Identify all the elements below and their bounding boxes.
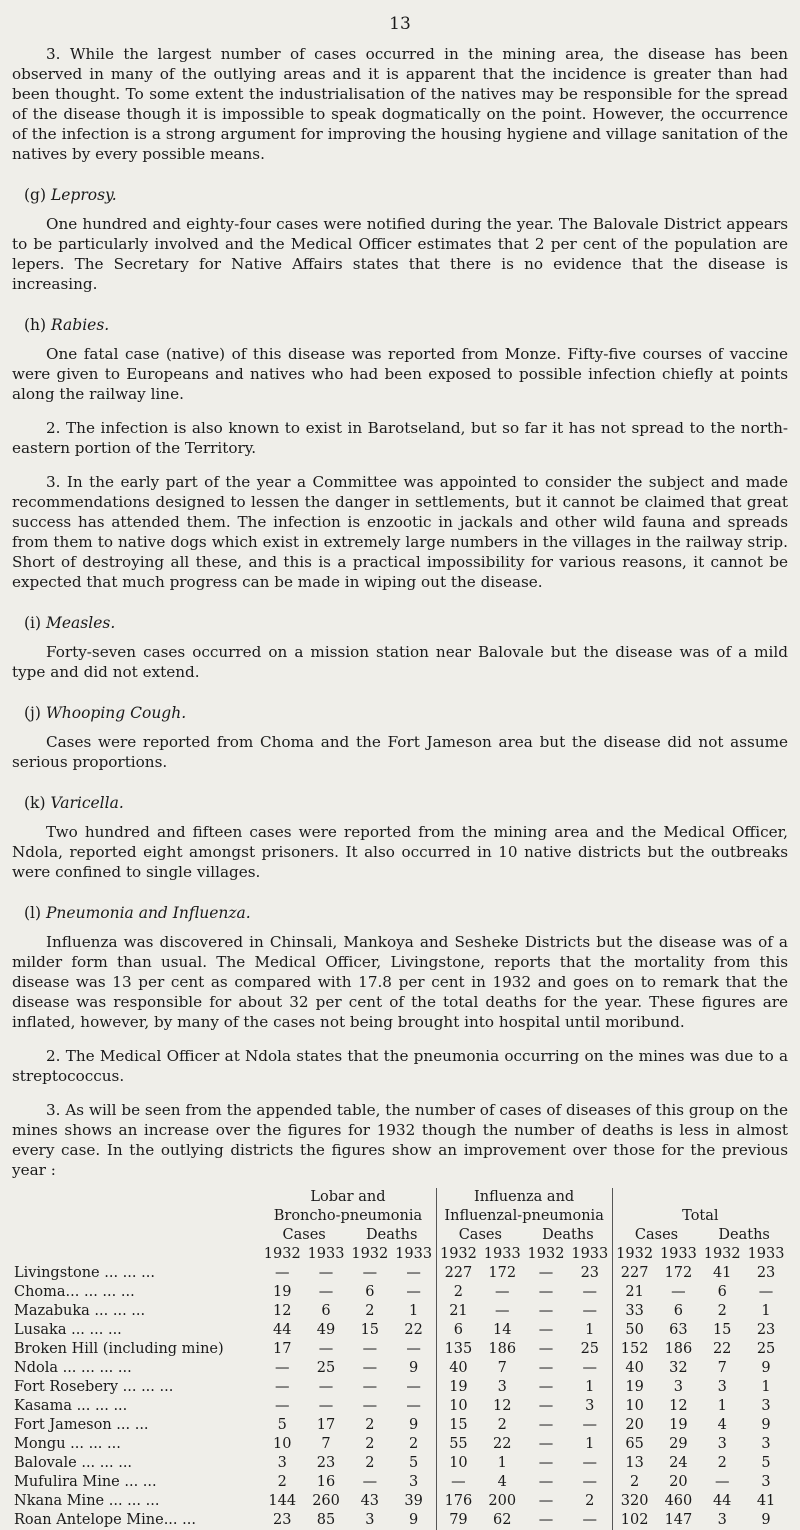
table-cell: — [494,1303,510,1319]
table-row [12,1264,788,1283]
table-cell: 15 [712,1322,732,1338]
table-cell: 2 [497,1417,507,1433]
table-cell: 23 [580,1265,600,1281]
table-cell: 10 [436,1397,480,1416]
table-cell: — [318,1379,334,1395]
heading-title: Rabies. [51,316,110,334]
table-cell: 227 [436,1264,480,1283]
heading-label: (h) [24,316,47,334]
table-cell: 15 [360,1322,380,1338]
table-cell: 3 [585,1398,595,1414]
table-cell: 10 [612,1397,656,1416]
document-page [12,0,788,1530]
table-cell: 39 [404,1493,423,1509]
row-district-name: Nkana Mine ... ... ... [14,1493,160,1509]
table-cell: 102 [612,1511,656,1530]
table-cell: 55 [436,1435,480,1454]
heading-label: (l) [24,904,42,922]
table-cell: — [318,1284,334,1300]
table-cell: — [582,1474,598,1490]
table-cell: 152 [612,1340,656,1359]
table-cell: 25 [580,1341,600,1357]
table-row [12,1454,788,1473]
table-cell: 4 [497,1474,507,1490]
table-row [12,1378,788,1397]
paragraph-mining: 3. While the largest number of cases occurred in the mining area, the disease has been observed in many of the outlying areas and it is apparent that the incidence is greater than had been thought. To some extent the industrialisation of the natives may be responsible for the spread of the disease though it is impossible to speak dogmatically on the point. However, the occurrence of the infection is a strong argument for improving the housing hygiene and village sanitation of the natives by every possible means. [12,45,788,163]
heading-whooping-cough [12,704,788,722]
table-cell: — [362,1379,378,1395]
table-cell: 19 [273,1284,292,1300]
paragraph-rabies-3: 3. In the early part of the year a Committee was appointed to consider the subject and made recommendations designed to lessen the danger in settlements, but it cannot be claimed that great success has attended them. The infection is enzootic in jackals and other wild fauna and spreads from them to native dogs which exist in extremely large numbers in the villages in the railway strip. Short of destroying all these, and this is a practical impossibility for various reasons, it cannot be expected that much progress can be made in wiping out the disease. [12,473,788,591]
table-cell: — [582,1360,598,1376]
table-cell: 2 [365,1436,375,1452]
table-cell: 9 [761,1512,771,1528]
heading-label: (j) [24,704,41,722]
table-cell: — [406,1379,421,1395]
table-row [12,1492,788,1511]
table-cell: — [538,1436,554,1452]
table-cell: — [406,1398,421,1414]
paragraph-measles: Forty-seven cases occurred on a mission station near Balovale but the disease was of a mild type and did not extend. [12,643,788,681]
group-header-lobar-l2: Broncho-pneumonia [273,1208,423,1224]
table-cell: 19 [669,1417,688,1433]
table-cell: 79 [436,1511,480,1530]
table-cell: — [494,1284,510,1300]
table-cell: 40 [436,1359,480,1378]
table-cell: 15 [436,1416,480,1435]
table-cell: 12 [669,1398,688,1414]
row-district-name: Balovale ... ... ... [14,1455,133,1471]
table-cell: 7 [717,1360,727,1376]
table-cell: 1 [585,1379,595,1395]
table-cell: 20 [612,1416,656,1435]
row-district-name: Lusaka ... ... ... [14,1322,122,1338]
row-district-name: Choma... ... ... ... [14,1284,135,1300]
table-cell: — [538,1398,554,1414]
table-cell: 176 [436,1492,480,1511]
year-header: 1932 [436,1245,480,1264]
table-cell: 2 [365,1417,375,1433]
table-row [12,1511,788,1530]
table-cell: 9 [408,1417,419,1433]
table-cell: — [538,1512,554,1528]
table-cell: — [538,1303,554,1319]
year-header: 1933 [307,1246,345,1262]
table-cell: — [582,1417,598,1433]
group-header-total: Total [612,1207,788,1226]
heading-title: Measles. [46,614,116,632]
table-cell: 3 [277,1455,287,1471]
table-cell: 2 [585,1493,595,1509]
table-cell: 2 [365,1455,375,1471]
table-cell: 22 [404,1322,423,1338]
table-cell: — [275,1379,290,1395]
table-cell: 135 [436,1340,480,1359]
year-header: 1933 [483,1246,521,1262]
subheader-deaths: Deaths [542,1227,594,1243]
table-cell: — [406,1265,421,1281]
table-cell: 2 [717,1455,727,1471]
table-cell: — [362,1341,378,1357]
table-cell: 227 [612,1264,656,1283]
table-cell: 5 [277,1417,287,1433]
table-cell: 1 [585,1436,595,1452]
page-number: 13 [389,14,411,34]
paragraph-pneumonia-2: 2. The Medical Officer at Ndola states that the pneumonia occurring on the mines was due to a streptococcus. [12,1047,788,1085]
table-cell: 16 [316,1474,336,1490]
table-cell: 6 [436,1321,480,1340]
heading-title: Pneumonia and Influenza. [46,904,251,922]
table-cell: 33 [612,1302,656,1321]
table-cell: 3 [717,1436,727,1452]
table-cell: 14 [492,1322,512,1338]
row-district-name: Roan Antelope Mine... ... [14,1512,196,1528]
heading-label: (g) [24,186,47,204]
table-cell: — [318,1398,334,1414]
heading-title: Varicella. [50,794,124,812]
table-cell: — [538,1455,554,1471]
year-header: 1933 [571,1246,609,1262]
table-cell: 7 [321,1436,331,1452]
year-header: 1932 [263,1246,301,1262]
table-cell: 41 [712,1265,732,1281]
table-cell: 23 [756,1265,776,1281]
table-row [12,1302,788,1321]
table-cell: — [538,1341,554,1357]
table-cell: 9 [408,1512,419,1528]
table-cell: 23 [756,1322,776,1338]
table-cell: — [538,1493,554,1509]
subheader-cases: Cases [436,1226,524,1245]
table-cell: 65 [612,1435,656,1454]
table-cell: 21 [612,1283,656,1302]
table-row [12,1397,788,1416]
table-cell: — [671,1284,686,1300]
table-cell: — [714,1474,730,1490]
year-header: 1933 [747,1246,785,1262]
heading-rabies [12,316,788,334]
subheader-cases: Cases [282,1227,326,1243]
table-cell: — [362,1265,378,1281]
table-cell: 147 [664,1512,693,1528]
table-cell: 260 [312,1493,340,1509]
table-cell: 1 [761,1303,771,1319]
table-cell: — [318,1265,334,1281]
table-cell: 44 [712,1493,732,1509]
heading-varicella [12,794,788,812]
row-district-name: Fort Jameson ... ... [14,1417,149,1433]
table-cell: 186 [664,1341,693,1357]
table-cell: 41 [756,1493,776,1509]
heading-label: (i) [24,614,42,632]
table-cell: — [582,1284,598,1300]
table-cell: 12 [273,1303,292,1319]
table-cell: 25 [756,1341,776,1357]
table-cell: — [538,1265,554,1281]
year-header: 1932 [703,1246,741,1262]
table-cell: 40 [612,1359,656,1378]
table-cell: 21 [436,1302,480,1321]
table-cell: 62 [492,1512,512,1528]
table-cell: — [582,1512,598,1528]
table-cell: 320 [612,1492,656,1511]
pneumonia-table [12,1188,788,1530]
group-header-influenza-l1: Influenza and [436,1188,612,1207]
table-cell: 6 [365,1284,375,1300]
table-cell: 172 [488,1265,517,1281]
year-header: 1933 [395,1246,433,1262]
table-cell: 6 [673,1303,684,1319]
table-cell: 2 [365,1303,375,1319]
row-district-name: Ndola ... ... ... ... [14,1360,132,1376]
table-cell: — [538,1379,554,1395]
heading-title: Leprosy. [50,186,117,204]
heading-measles [12,614,788,632]
table-cell: 3 [673,1379,684,1395]
table-cell: 10 [273,1436,292,1452]
row-district-name: Broken Hill (including mine) [14,1341,224,1357]
table-cell: — [406,1284,421,1300]
table-cell: 2 [612,1473,656,1492]
table-cell: 19 [612,1378,656,1397]
table-cell: — [582,1303,598,1319]
table-cell: — [538,1322,554,1338]
table-cell: 5 [408,1455,419,1471]
table-cell: 49 [316,1322,336,1338]
table-row [12,1283,788,1302]
table-cell: — [758,1284,774,1300]
table-cell: 1 [585,1322,595,1338]
table-cell: 22 [712,1341,732,1357]
table-cell: 3 [365,1512,375,1528]
table-cell: 1 [717,1398,727,1414]
table-cell: — [406,1341,421,1357]
table-cell: — [538,1474,554,1490]
table-cell: 63 [669,1322,688,1338]
year-header-row [12,1245,788,1264]
table-cell: 1 [497,1455,507,1471]
table-cell: — [362,1474,378,1490]
table-cell: 9 [761,1360,771,1376]
table-cell: 23 [316,1455,336,1471]
subheader-cases: Cases [612,1226,700,1245]
table-cell: 3 [761,1436,771,1452]
table-row [12,1359,788,1378]
table-cell: 85 [316,1512,336,1528]
heading-title: Whooping Cough. [45,704,187,722]
year-header: 1933 [659,1246,697,1262]
table-cell: 43 [360,1493,380,1509]
row-district-name: Livingstone ... ... ... [14,1265,155,1281]
paragraph-pneumonia-3: 3. As will be seen from the appended table, the number of cases of diseases of this group on the mines shows an increase over the figures for 1932 though the number of deaths is less in almost every case. In the outlying districts the figures show an improvement over those for the previous year : [12,1101,788,1179]
table-cell: 3 [497,1379,507,1395]
table-cell: 5 [761,1455,771,1471]
row-district-name: Mazabuka ... ... ... [14,1303,146,1319]
table-cell: 144 [268,1493,297,1509]
table-cell: — [538,1417,554,1433]
table-cell: 9 [761,1417,771,1433]
table-cell: 29 [669,1436,688,1452]
table-cell: 13 [612,1454,656,1473]
year-header: 1932 [612,1245,656,1264]
table-cell: 172 [664,1265,693,1281]
year-header: 1932 [527,1246,565,1262]
table-cell: — [436,1473,480,1492]
table-cell: 25 [316,1360,336,1376]
table-cell: 6 [717,1284,727,1300]
paragraph-rabies-2: 2. The infection is also known to exist in Barotseland, but so far it has not spread to the north-eastern portion of the Territory. [12,419,788,457]
table-cell: 3 [761,1474,771,1490]
table-cell: 6 [321,1303,331,1319]
row-district-name: Mongu ... ... ... [14,1436,121,1452]
paragraph-pneumonia-1: Influenza was discovered in Chinsali, Mankoya and Sesheke Districts but the disease was of a milder form than usual. The Medical Officer, Livingstone, reports that the mortality from this disease was 13 per cent as compared with 17.8 per cent in 1932 and goes on to remark that the disease was responsible for about 32 per cent of the total deaths for the year. These figures are inflated, however, by many of the cases not being brought into hospital until moribund. [12,933,788,1031]
table-cell: 23 [273,1512,292,1528]
table-cell: — [362,1398,378,1414]
table-cell: 17 [316,1417,336,1433]
paragraph-varicella: Two hundred and fifteen cases were reported from the mining area and the Medical Officer, Ndola, reported eight amongst prisoners. It also occurred in 10 native districts but the outbreaks were confined to single villages. [12,823,788,881]
table-cell: — [538,1284,554,1300]
table-cell: 7 [497,1360,507,1376]
subheader-deaths: Deaths [365,1227,418,1243]
table-cell: 3 [717,1512,727,1528]
table-cell: 24 [669,1455,688,1471]
table-cell: 186 [488,1341,517,1357]
table-cell: — [275,1265,290,1281]
table-cell: 460 [664,1493,693,1509]
heading-label: (k) [24,794,46,812]
table-cell: 1 [761,1379,771,1395]
table-cell: 2 [408,1436,419,1452]
table-cell: 2 [717,1303,727,1319]
table-cell: 1 [408,1303,419,1319]
row-district-name: Fort Rosebery ... ... ... [14,1379,174,1395]
table-cell: 3 [761,1398,771,1414]
subheader-deaths: Deaths [718,1227,770,1243]
table-cell: — [538,1360,554,1376]
paragraph-leprosy: One hundred and eighty-four cases were notified during the year. The Balovale District appears to be particularly involved and the Medical Officer estimates that 2 per cent of the population are lepers. The Secretary for Native Affairs states that there is no evidence that the disease is increasing. [12,215,788,293]
table-cell: — [318,1341,334,1357]
paragraph-rabies-1: One fatal case (native) of this disease was reported from Monze. Fifty-five courses of vaccine were given to Europeans and natives who had been exposed to possible infection chiefly at points along the railway line. [12,345,788,403]
table-cell: 22 [492,1436,512,1452]
table-cell: 2 [277,1474,287,1490]
row-district-name: Kasama ... ... ... [14,1398,128,1414]
table-cell: 44 [273,1322,292,1338]
table-cell: 200 [488,1493,517,1509]
table-cell: 3 [408,1474,419,1490]
table-cell: 2 [436,1283,480,1302]
table-row [12,1340,788,1359]
table-cell: 9 [408,1360,419,1376]
row-district-name: Mufulira Mine ... ... [14,1474,157,1490]
table-cell: 20 [669,1474,688,1490]
heading-leprosy [12,186,788,204]
table-cell: 4 [717,1417,727,1433]
table-cell: — [582,1455,598,1471]
table-cell: 17 [273,1341,292,1357]
table-cell: 12 [492,1398,512,1414]
year-header: 1932 [351,1246,389,1262]
table-cell: — [275,1398,290,1414]
heading-pneumonia [12,904,788,922]
table-row [12,1435,788,1454]
table-cell: 50 [612,1321,656,1340]
group-header-influenza-l2: Influenzal-pneumonia [436,1207,612,1226]
table-cell: 32 [669,1360,688,1376]
table-row [12,1473,788,1492]
table-cell: 3 [717,1379,727,1395]
table-row [12,1321,788,1340]
table-cell: 10 [436,1454,480,1473]
paragraph-whooping-cough: Cases were reported from Choma and the Fort Jameson area but the disease did not assume serious proportions. [12,733,788,771]
group-header-lobar-l1: Lobar and [310,1189,386,1205]
table-cell: — [362,1360,378,1376]
table-cell: — [275,1360,290,1376]
table-cell: 19 [436,1378,480,1397]
